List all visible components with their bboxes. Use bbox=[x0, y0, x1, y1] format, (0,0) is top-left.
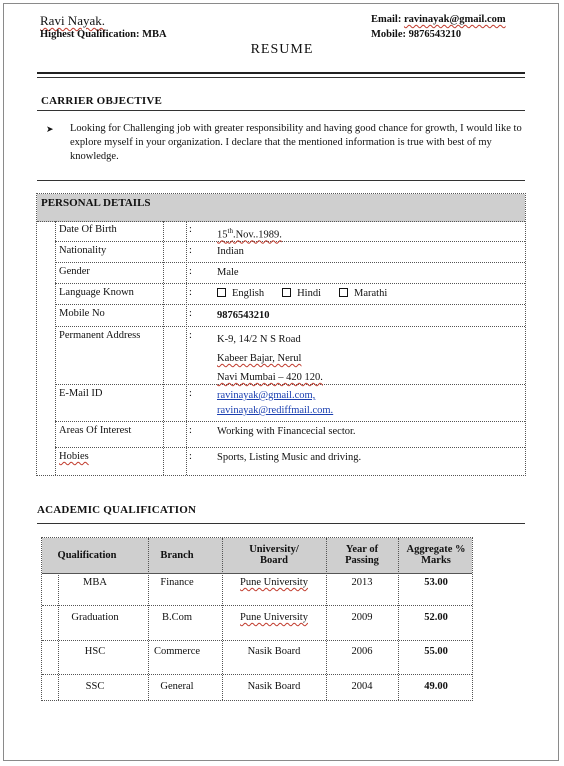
cell-marks: 55.00 bbox=[424, 646, 448, 657]
interest-value: Working with Financecial sector. bbox=[217, 426, 356, 437]
address-line: K-9, 14/2 N S Road bbox=[217, 334, 301, 345]
row-email-id bbox=[55, 385, 525, 422]
col-university bbox=[222, 544, 326, 566]
gender-value: Male bbox=[217, 267, 239, 278]
cell-branch: General bbox=[160, 681, 194, 692]
dob-label: Date Of Birth bbox=[59, 224, 117, 235]
col-marks bbox=[398, 544, 474, 566]
cell-year: 2009 bbox=[351, 612, 373, 623]
table-row bbox=[42, 608, 472, 641]
colon: : bbox=[189, 388, 192, 399]
highest-qualification-label: Highest Qualification: bbox=[40, 29, 140, 40]
language-english-label: English bbox=[232, 288, 265, 299]
cell-marks: 52.00 bbox=[424, 612, 448, 623]
colon: : bbox=[189, 245, 192, 256]
address-line: Kabeer Bajar, Nerul bbox=[217, 353, 302, 364]
language-label: Language Known bbox=[59, 287, 134, 298]
colon: : bbox=[189, 287, 192, 298]
cell-university: Nasik Board bbox=[247, 681, 301, 692]
cell-branch: Finance bbox=[160, 577, 194, 588]
table-row bbox=[42, 573, 472, 606]
academic-table bbox=[41, 537, 473, 701]
dob-rest: .Nov..1989. bbox=[232, 229, 282, 241]
personal-details-heading: PERSONAL DETAILS bbox=[41, 197, 151, 209]
personal-details-header bbox=[37, 194, 525, 222]
cell-year: 2006 bbox=[351, 646, 373, 657]
cell-year: 2004 bbox=[351, 681, 373, 692]
address-value bbox=[217, 330, 323, 387]
resume-title: RESUME bbox=[250, 42, 314, 57]
table-row bbox=[42, 642, 472, 675]
row-hobbies bbox=[55, 448, 525, 475]
col-qualification: Qualification bbox=[57, 550, 117, 561]
header-email bbox=[371, 14, 506, 25]
checkbox-icon[interactable] bbox=[217, 288, 226, 297]
colon: : bbox=[189, 224, 192, 235]
email-link[interactable]: ravinayak@rediffmail.com. bbox=[217, 405, 334, 416]
col-year-line2: Passing bbox=[345, 555, 379, 566]
cell-marks: 49.00 bbox=[424, 681, 448, 692]
academic-heading: ACADEMIC QUALIFICATION bbox=[37, 504, 197, 516]
objective-divider bbox=[37, 110, 525, 111]
colon: : bbox=[189, 308, 192, 319]
hobbies-label: Hobies bbox=[59, 451, 89, 462]
cell-university: Nasik Board bbox=[247, 646, 301, 657]
objective-bottom-divider bbox=[37, 180, 525, 181]
language-hindi-label: Hindi bbox=[297, 288, 322, 299]
dob-suffix: th bbox=[227, 227, 233, 235]
col-university-line2: Board bbox=[259, 555, 288, 566]
academic-divider bbox=[37, 523, 525, 524]
header-divider-thin bbox=[37, 77, 525, 78]
row-nationality bbox=[55, 242, 525, 263]
language-option-hindi[interactable] bbox=[282, 288, 321, 299]
column-divider bbox=[186, 221, 187, 475]
column-divider bbox=[148, 538, 149, 700]
col-branch: Branch bbox=[160, 550, 194, 561]
gender-label: Gender bbox=[59, 266, 90, 277]
cell-branch: Commerce bbox=[153, 646, 201, 657]
col-marks-line1: Aggregate % bbox=[406, 544, 466, 555]
language-option-english[interactable] bbox=[217, 288, 264, 299]
cell-qualification: SSC bbox=[85, 681, 105, 692]
column-divider bbox=[55, 221, 56, 475]
row-language-known bbox=[55, 284, 525, 305]
cell-year: 2013 bbox=[351, 577, 373, 588]
colon: : bbox=[189, 451, 192, 462]
col-year-line1: Year of bbox=[345, 544, 379, 555]
interest-label: Areas Of Interest bbox=[59, 425, 132, 436]
column-divider bbox=[58, 573, 59, 700]
language-marathi-label: Marathi bbox=[354, 288, 388, 299]
column-divider bbox=[163, 221, 164, 475]
hobbies-value: Sports, Listing Music and driving. bbox=[217, 452, 362, 463]
highest-qualification-value: MBA bbox=[142, 29, 167, 40]
dob-day: 15 bbox=[217, 229, 228, 241]
cell-university: Pune University bbox=[240, 577, 308, 588]
row-permanent-address bbox=[55, 327, 525, 385]
mobile-label: Mobile No bbox=[59, 308, 105, 319]
row-mobile-no bbox=[55, 305, 525, 327]
cell-qualification: Graduation bbox=[71, 612, 119, 623]
colon: : bbox=[189, 266, 192, 277]
header-email-label: Email: bbox=[371, 14, 402, 25]
colon: : bbox=[189, 425, 192, 436]
cell-marks: 53.00 bbox=[424, 577, 448, 588]
row-gender bbox=[55, 263, 525, 284]
row-areas-of-interest bbox=[55, 422, 525, 448]
email-values bbox=[217, 388, 333, 418]
academic-table-header bbox=[42, 538, 472, 574]
checkbox-icon[interactable] bbox=[339, 288, 348, 297]
header-mobile-value: 9876543210 bbox=[408, 29, 462, 40]
header-mobile bbox=[371, 29, 461, 40]
nationality-label: Nationality bbox=[59, 245, 107, 256]
nationality-value: Indian bbox=[217, 246, 244, 257]
cell-branch: B.Com bbox=[161, 612, 193, 623]
header-mobile-label: Mobile: bbox=[371, 29, 406, 40]
header-email-value: ravinayak@gmail.com bbox=[403, 14, 506, 25]
objective-text: Looking for Challenging job with greater responsibility and having good chance for growth, I would like to explore myself in your organization. I declare that the mentioned information is true with best of my knowledge. bbox=[70, 123, 522, 162]
dob-value bbox=[217, 224, 282, 243]
checkbox-icon[interactable] bbox=[282, 288, 291, 297]
column-divider bbox=[398, 538, 399, 700]
col-year bbox=[326, 544, 398, 566]
colon: : bbox=[189, 330, 192, 341]
cell-qualification: MBA bbox=[83, 577, 107, 588]
cell-qualification: HSC bbox=[84, 646, 106, 657]
col-marks-line2: Marks bbox=[421, 555, 451, 566]
objective-heading: CARRIER OBJECTIVE bbox=[41, 95, 163, 107]
mobile-value: 9876543210 bbox=[217, 310, 270, 321]
col-university-line1: University/ bbox=[249, 544, 299, 555]
email-label: E-Mail ID bbox=[59, 388, 103, 399]
language-option-marathi[interactable] bbox=[339, 288, 387, 299]
arrow-bullet-icon: ➤ bbox=[46, 124, 54, 134]
table-row bbox=[42, 677, 472, 709]
candidate-name: Ravi Nayak. bbox=[40, 13, 105, 28]
language-options bbox=[217, 287, 405, 301]
column-divider bbox=[222, 538, 223, 700]
address-line: Navi Mumbai – 420 120. bbox=[217, 372, 323, 383]
column-divider bbox=[326, 538, 327, 700]
cell-university: Pune University bbox=[240, 612, 308, 623]
email-link[interactable]: ravinayak@gmail.com, bbox=[217, 390, 316, 401]
highest-qualification bbox=[40, 29, 167, 40]
address-label: Permanent Address bbox=[59, 330, 141, 341]
header-divider bbox=[37, 72, 525, 74]
row-date-of-birth bbox=[55, 221, 525, 242]
personal-details-table bbox=[36, 193, 526, 476]
